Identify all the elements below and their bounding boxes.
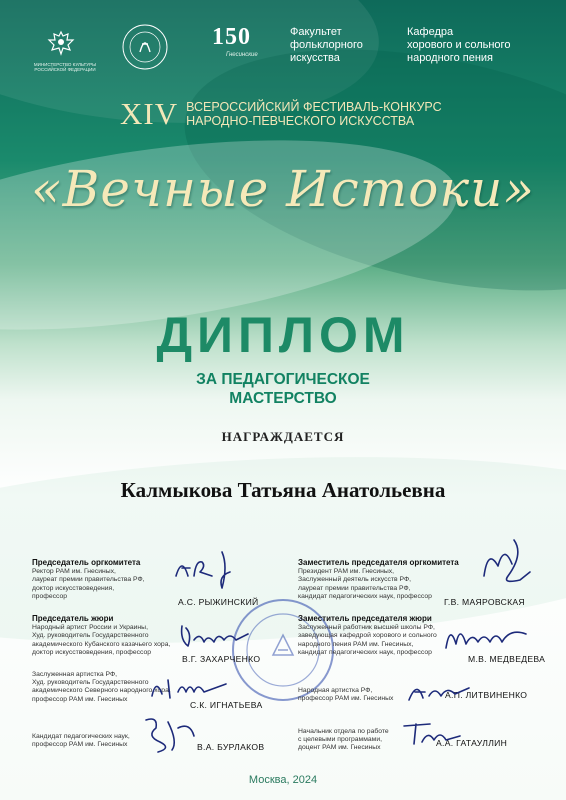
signatory-detail: народного пения РАМ им. Гнесиных, [298,640,414,648]
handwritten-signature [172,546,262,592]
signatory-heading: Председатель оргкомитета [32,558,141,567]
subtitle-line: МАСТЕРСТВО [229,390,337,407]
chair-label [407,26,510,65]
handwritten-signature [400,718,464,748]
chair-line: Кафедра [407,26,454,38]
festival-line: ВСЕРОССИЙСКИЙ ФЕСТИВАЛЬ-КОНКУРС [186,100,442,114]
chair-line: хорового и сольного [407,39,511,51]
signatory-detail: Худ. руководитель Государственного [32,632,149,640]
signatory-name: Г.В. МАЯРОВСКАЯ [444,597,525,607]
signatory-detail: Заслуженный работник высшей школы РФ, [298,624,435,632]
signatory-detail: доцент РАМ им. Гнесиных [298,744,381,752]
recipient-name: Калмыкова Татьяна Анатольевна [120,478,446,502]
signatory-detail: лауреат премии правительства РФ, [298,584,411,592]
signatory-name: В.А. БУРЛАКОВ [197,742,265,752]
signatory-detail: профессор РАМ им. Гнесиных [298,695,394,703]
signatory-role [298,558,488,601]
signatory-detail: Заслуженный деятель искусств РФ, [298,576,412,584]
signatory-detail: академического Северного народного хора, [32,687,171,695]
signatory-detail: Кандидат педагогических наук, [32,733,130,740]
festival-number: XIV [120,96,179,131]
signatory-heading: Заместитель председателя оргкомитета [298,558,459,567]
handwritten-signature [178,618,262,654]
faculty-line: Факультет [290,26,342,38]
anniversary-caption: Гнесинские [226,52,258,58]
signatory-detail: профессор РАМ им. Гнесиных [32,695,128,703]
signatory-detail: Начальник отдела по работе [298,728,389,735]
handwritten-signature [148,672,242,702]
festival-heading [120,96,442,132]
footer-place-year: Москва, 2024 [248,774,318,786]
ministry-caption: МИНИСТЕРСТВО КУЛЬТУРЫ РОССИЙСКОЙ ФЕДЕРАЦИИ [33,62,97,72]
signatory-name: С.К. ИГНАТЬЕВА [190,700,263,710]
signatory-heading: Заместитель председателя жюри [298,614,432,623]
awarded-label: НАГРАЖДАЕТСЯ [221,429,345,444]
signatory-detail: академического Кубанского казачьего хора, [32,640,171,648]
signatory-detail: кандидат педагогических наук, профессор [298,648,432,656]
signatory-detail: доктор искусствоведения, профессор [32,648,152,656]
signatory-detail: профессор РАМ им. Гнесиных [32,741,128,749]
chair-line: народного пения [407,52,493,64]
signatory-detail: Президент РАМ им. Гнесиных, [298,568,395,576]
signatory-detail: Заслуженная артистка РФ, [32,671,118,678]
faculty-label [290,26,363,65]
diploma-subtitle [0,370,566,408]
signatory-detail: кандидат педагогических наук, профессор [298,592,432,600]
signatory-detail: профессор [32,592,68,600]
double-eagle-emblem-icon [46,28,76,58]
handwritten-signature [405,678,475,704]
signatory-name: М.В. МЕДВЕДЕВА [468,654,546,664]
handwritten-signature [478,536,538,590]
faculty-line: фольклорного [290,39,363,51]
signatory-name: А.А. ГАТАУЛЛИН [436,738,508,748]
festival-line: НАРОДНО-ПЕВЧЕСКОГО ИСКУССТВА [186,114,415,128]
signatory-heading: Председатель жюри [32,614,114,623]
signatory-name: А.С. РЫЖИНСКИЙ [178,597,259,607]
festival-name: «Вечные Истоки» [31,160,535,218]
handwritten-signature [138,712,202,756]
faculty-line: искусства [290,52,340,64]
subtitle-line: ЗА ПЕДАГОГИЧЕСКОЕ [196,371,370,388]
signatory-detail: Народный артист России и Украины, [32,624,148,632]
signatory-detail: заведующая кафедрой хорового и сольного [298,632,437,640]
handwritten-signature [442,620,532,654]
signatory-name: В.Г. ЗАХАРЧЕНКО [182,654,261,664]
academy-seal-icon [120,22,170,72]
signatory-detail: Ректор РАМ им. Гнесиных, [32,568,116,576]
signatory-detail: Народная артистка РФ, [298,687,373,694]
signatory-detail: Худ. руководитель Государственного [32,679,149,687]
signatory-name: А.П. ЛИТВИНЕНКО [445,690,528,700]
signatory-detail: с целевыми программами, [298,736,383,744]
diploma-title: ДИПЛОМ [156,307,410,363]
anniversary-number: 150 [212,24,251,50]
signatory-detail: доктор искусствоведения, [32,584,115,592]
signatory-detail: лауреат премии правительства РФ, [32,576,145,584]
